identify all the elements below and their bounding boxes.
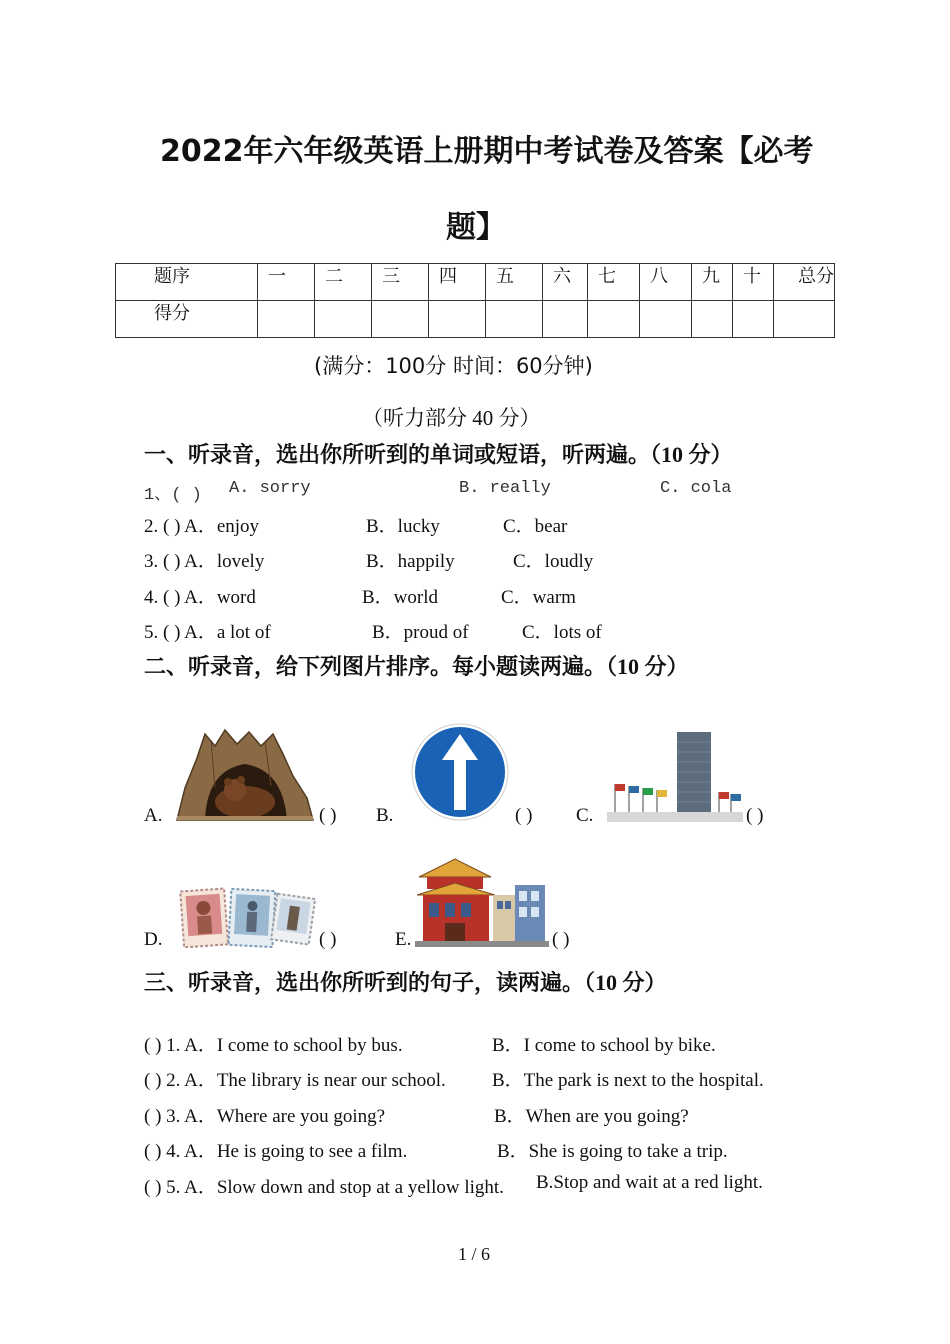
page-number: 1 / 6 xyxy=(458,1244,491,1264)
go-straight-sign-picture xyxy=(410,722,510,822)
table-header-cell: 七 xyxy=(588,264,640,301)
s1-q3-option-b: B．happily xyxy=(366,551,455,572)
table-header-cell: 十 xyxy=(733,264,774,301)
chinese-building-picture xyxy=(415,855,549,947)
score-cell[interactable] xyxy=(543,301,588,338)
score-table xyxy=(115,263,835,338)
s1-q4-option-c: C．warm xyxy=(501,587,576,608)
listening-header: （听力部分 40 分） xyxy=(362,406,541,430)
un-building-picture xyxy=(607,730,743,822)
score-cell[interactable] xyxy=(733,301,774,338)
s3-q2-stem: ( ) 2. A．The library is near our school. xyxy=(144,1070,446,1091)
stamps-picture xyxy=(178,886,316,948)
s1-q4-option-b: B．world xyxy=(362,587,439,608)
table-header-cell: 二 xyxy=(315,264,372,301)
score-table-header-row xyxy=(116,264,835,301)
s1-q3-stem: 3. ( ) A．lovely xyxy=(144,551,265,572)
table-header-cell: 九 xyxy=(692,264,733,301)
s1-q5-stem: 5. ( ) A．a lot of xyxy=(144,622,271,643)
score-cell[interactable] xyxy=(640,301,692,338)
section2-title: 二、听录音，给下列图片排序。每小题读两遍。（10 分） xyxy=(144,654,689,679)
score-cell[interactable] xyxy=(258,301,315,338)
score-cell[interactable] xyxy=(429,301,486,338)
s1-q1-option-c: C. cola xyxy=(660,479,732,498)
score-cell[interactable] xyxy=(372,301,429,338)
table-header-cell: 五 xyxy=(486,264,543,301)
section3-title: 三、听录音，选出你所听到的句子，读两遍。（10 分） xyxy=(144,970,667,995)
document-title-line2: 题】 xyxy=(446,210,506,245)
s1-q2-option-c: C．bear xyxy=(503,516,568,537)
score-cell[interactable] xyxy=(486,301,543,338)
answer-blank-a[interactable]: ( ) xyxy=(319,805,337,826)
table-header-cell: 总分 xyxy=(774,264,835,301)
s3-q1-option-b: B．I come to school by bike. xyxy=(492,1035,716,1056)
s3-q3-stem: ( ) 3. A．Where are you going? xyxy=(144,1106,386,1127)
s1-q5-option-c: C．lots of xyxy=(522,622,602,643)
s1-q1-number: 1、( ) xyxy=(144,486,202,505)
picture-d-letter: D. xyxy=(144,929,163,950)
s1-q5-option-b: B．proud of xyxy=(372,622,469,643)
s3-q4-stem: ( ) 4. A．He is going to see a film. xyxy=(144,1141,408,1162)
picture-e-letter: E. xyxy=(395,929,412,950)
bear-cave-picture xyxy=(175,728,315,822)
section1-title: 一、听录音，选出你所听到的单词或短语，听两遍。（10 分） xyxy=(144,442,733,467)
s3-q4-option-b: B．She is going to take a trip. xyxy=(497,1141,728,1162)
table-header-cell: 八 xyxy=(640,264,692,301)
score-cell[interactable] xyxy=(315,301,372,338)
document-title-line1: 2022年六年级英语上册期中考试卷及答案【必考 xyxy=(160,134,814,169)
picture-c-letter: C. xyxy=(576,805,594,826)
answer-blank-e[interactable]: ( ) xyxy=(552,929,570,950)
s3-q3-option-b: B．When are you going? xyxy=(494,1106,689,1127)
table-header-cell: 六 xyxy=(543,264,588,301)
score-cell[interactable] xyxy=(588,301,640,338)
picture-a-letter: A. xyxy=(144,805,163,826)
s1-q4-stem: 4. ( ) A．word xyxy=(144,587,256,608)
answer-blank-b[interactable]: ( ) xyxy=(515,805,533,826)
table-header-cell: 一 xyxy=(258,264,315,301)
score-cell[interactable] xyxy=(692,301,733,338)
s3-q2-option-b: B．The park is next to the hospital. xyxy=(492,1070,764,1091)
score-cell[interactable] xyxy=(774,301,835,338)
answer-blank-d[interactable]: ( ) xyxy=(319,929,337,950)
s1-q1-option-b: B. really xyxy=(459,479,551,498)
s1-q2-option-b: B．lucky xyxy=(366,516,440,537)
table-header-cell: 四 xyxy=(429,264,486,301)
s3-q5-stem: ( ) 5. A．Slow down and stop at a yellow light. xyxy=(144,1177,504,1198)
exam-info: (满分：100分 时间：60分钟) xyxy=(314,354,593,378)
s3-q5-option-b: B.Stop and wait at a red light. xyxy=(536,1172,763,1193)
s3-q1-stem: ( ) 1. A．I come to school by bus. xyxy=(144,1035,403,1056)
answer-blank-c[interactable]: ( ) xyxy=(746,805,764,826)
s1-q3-option-c: C．loudly xyxy=(513,551,594,572)
table-header-cell: 三 xyxy=(372,264,429,301)
table-header-cell: 题序 xyxy=(116,264,258,301)
table-row-label: 得分 xyxy=(116,301,258,338)
picture-b-letter: B. xyxy=(376,805,394,826)
s1-q1-option-a: A. sorry xyxy=(229,479,311,498)
s1-q2-stem: 2. ( ) A．enjoy xyxy=(144,516,260,537)
score-table-score-row xyxy=(116,301,835,338)
